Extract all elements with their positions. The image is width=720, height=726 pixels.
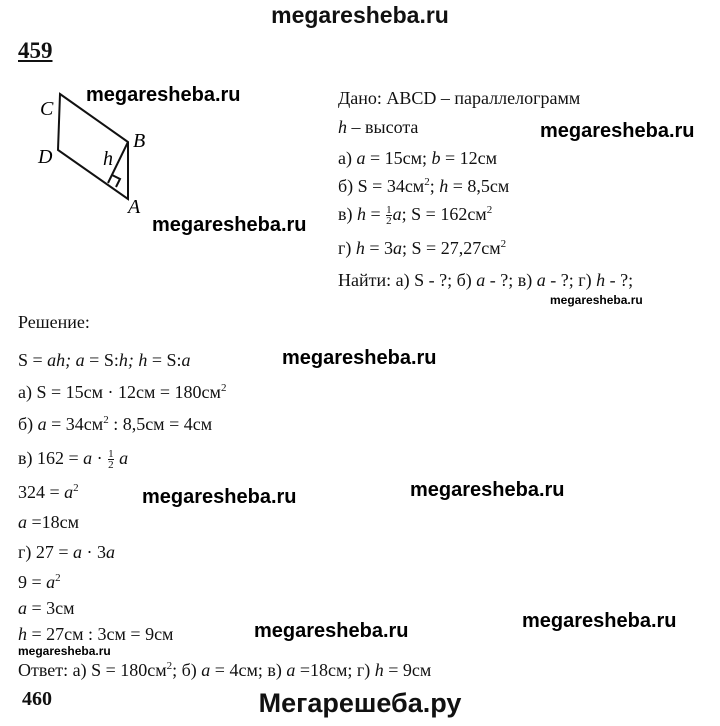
footer-brand: Мегарешеба.ру bbox=[258, 688, 462, 718]
text-segment: a bbox=[106, 542, 116, 562]
text-segment: a bbox=[393, 238, 403, 258]
superscript: 2 bbox=[103, 414, 109, 426]
watermark: megaresheba.ru bbox=[522, 610, 677, 632]
solution-line bbox=[18, 448, 128, 470]
text-segment: h bbox=[596, 270, 606, 290]
text-segment: ; bbox=[429, 176, 440, 196]
problem-number: 459 bbox=[18, 38, 53, 63]
solution-line bbox=[18, 542, 115, 562]
solution-line bbox=[18, 414, 212, 434]
text-segment: h bbox=[439, 176, 449, 196]
superscript: 2 bbox=[73, 482, 79, 494]
text-segment: h; h bbox=[118, 350, 148, 370]
watermark: megaresheba.ru bbox=[142, 486, 297, 508]
text-segment: = S: bbox=[147, 350, 182, 370]
text-segment: 9 = bbox=[18, 572, 47, 592]
text-segment: г) 27 = bbox=[18, 542, 74, 562]
text-segment: = 12см bbox=[440, 148, 498, 168]
solution-line bbox=[18, 512, 79, 532]
given-line bbox=[338, 270, 633, 290]
fraction-den: 2 bbox=[108, 459, 114, 472]
solution-line bbox=[18, 624, 173, 644]
watermark: megaresheba.ru bbox=[410, 479, 565, 501]
text-segment: Найти: а) S - ?; б) bbox=[338, 270, 477, 290]
text-segment: 324 = bbox=[18, 482, 65, 502]
site-title: megaresheba.ru bbox=[271, 2, 449, 28]
fraction-num: 1 bbox=[386, 204, 392, 217]
text-segment: ; б) bbox=[172, 660, 202, 680]
text-segment: - ?; г) bbox=[545, 270, 597, 290]
text-segment: ; S = 27,27см bbox=[402, 238, 501, 258]
text-segment: : 8,5см = 4см bbox=[108, 414, 213, 434]
watermark: megaresheba.ru bbox=[540, 120, 695, 142]
text-segment: а) S = 15см · 12см = 180см bbox=[18, 382, 221, 402]
solution-line bbox=[18, 572, 61, 592]
right-angle-mark bbox=[112, 175, 120, 187]
text-segment: = bbox=[366, 204, 386, 224]
text-segment: =18см bbox=[27, 512, 80, 532]
text-segment: h bbox=[18, 624, 27, 644]
text-segment: a bbox=[37, 414, 47, 434]
given-line bbox=[338, 117, 418, 137]
solution-line bbox=[18, 482, 79, 502]
solution-line bbox=[18, 350, 191, 370]
text-segment: = 3 bbox=[364, 238, 394, 258]
solution-line bbox=[18, 598, 75, 618]
text-segment: a bbox=[536, 270, 546, 290]
given-line bbox=[338, 204, 492, 226]
label-d: D bbox=[38, 146, 53, 168]
solution-line bbox=[18, 660, 431, 680]
text-segment: б) S = 34см bbox=[338, 176, 425, 196]
given-line bbox=[338, 148, 497, 168]
label-h: h bbox=[103, 148, 113, 170]
text-segment: a bbox=[181, 350, 191, 370]
fraction bbox=[108, 449, 114, 470]
text-segment: б) bbox=[18, 414, 38, 434]
text-segment: = 3см bbox=[27, 598, 75, 618]
watermark: megaresheba.ru bbox=[550, 293, 643, 307]
text-segment: =18см; г) bbox=[295, 660, 375, 680]
text-segment: a bbox=[18, 598, 27, 618]
fraction bbox=[386, 205, 392, 226]
solution-line bbox=[18, 382, 226, 402]
text-segment: г) bbox=[338, 238, 356, 258]
text-segment: a bbox=[476, 270, 486, 290]
given-line bbox=[338, 176, 509, 196]
text-segment: a bbox=[201, 660, 211, 680]
text-segment: h bbox=[374, 660, 384, 680]
fraction-den: 2 bbox=[386, 215, 392, 228]
given-line bbox=[338, 238, 506, 258]
text-segment: ; S = 162см bbox=[401, 204, 487, 224]
text-segment: b bbox=[431, 148, 441, 168]
label-c: C bbox=[40, 98, 54, 120]
fraction-num: 1 bbox=[108, 448, 114, 461]
text-segment: а) bbox=[338, 148, 357, 168]
watermark: megaresheba.ru bbox=[254, 620, 409, 642]
superscript: 2 bbox=[486, 204, 493, 216]
text-segment: a bbox=[64, 482, 74, 502]
superscript: 2 bbox=[500, 238, 507, 250]
watermark: megaresheba.ru bbox=[86, 84, 241, 106]
text-segment: a bbox=[83, 448, 93, 468]
text-segment: = 9см bbox=[383, 660, 432, 680]
text-segment: Ответ: а) S = 180см bbox=[18, 660, 167, 680]
text-segment: – высота bbox=[347, 117, 419, 137]
text-segment: - ?; в) bbox=[485, 270, 537, 290]
label-b: B bbox=[133, 130, 146, 152]
superscript: 2 bbox=[424, 176, 430, 188]
text-segment: = 34см bbox=[46, 414, 104, 434]
text-segment: h bbox=[355, 238, 365, 258]
text-segment: a bbox=[18, 512, 27, 532]
text-segment: · 3 bbox=[82, 542, 107, 562]
superscript: 2 bbox=[166, 660, 173, 672]
text-segment: a bbox=[392, 204, 402, 224]
text-segment: a bbox=[46, 572, 56, 592]
text-segment: = 8,5см bbox=[448, 176, 510, 196]
text-segment: = 15см; bbox=[365, 148, 432, 168]
watermark: megaresheba.ru bbox=[282, 347, 437, 369]
text-segment: a bbox=[73, 542, 83, 562]
text-segment: в) bbox=[338, 204, 357, 224]
text-segment: = S: bbox=[84, 350, 119, 370]
text-segment: h bbox=[338, 117, 347, 137]
superscript: 2 bbox=[55, 572, 61, 584]
text-segment: a bbox=[286, 660, 296, 680]
text-segment: = 27см : 3см = 9см bbox=[27, 624, 174, 644]
text-segment: ah; a bbox=[47, 350, 85, 370]
watermark: megaresheba.ru bbox=[152, 214, 307, 236]
text-segment: в) 162 = bbox=[18, 448, 84, 468]
text-segment: · bbox=[92, 448, 108, 468]
label-a: A bbox=[128, 196, 141, 218]
solution-heading: Решение: bbox=[18, 312, 90, 332]
text-segment: a bbox=[114, 448, 129, 468]
text-segment: S = bbox=[18, 350, 48, 370]
watermark: megaresheba.ru bbox=[18, 644, 111, 658]
superscript: 2 bbox=[220, 382, 227, 394]
text-segment: = 4см; в) bbox=[210, 660, 287, 680]
text-segment: Дано: ABCD – параллелограмм bbox=[338, 88, 581, 108]
next-problem-number: 460 bbox=[22, 688, 52, 710]
given-line bbox=[338, 88, 580, 108]
text-segment: h bbox=[357, 204, 366, 224]
text-segment: a bbox=[356, 148, 366, 168]
text-segment: - ?; bbox=[605, 270, 634, 290]
